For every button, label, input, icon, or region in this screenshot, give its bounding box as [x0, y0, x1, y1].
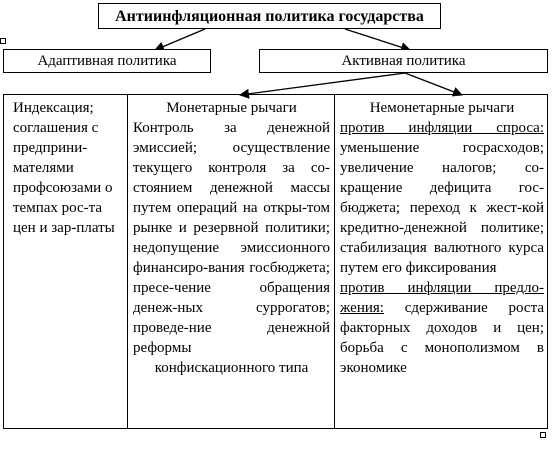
supply-inflation-label: против инфляции предло-жения: [340, 280, 544, 316]
arrow-to-active [345, 29, 410, 50]
active-policy-box: Активная политика [259, 49, 548, 73]
diagram-title: Антиинфляционная политика государства [98, 3, 441, 29]
indexation-cell [3, 94, 127, 429]
corner-handle-icon [540, 432, 546, 438]
adaptive-policy-box: Адаптивная политика [3, 49, 211, 73]
demand-inflation-label: против инфляции спроса: [340, 120, 544, 136]
arrow-to-adaptive [155, 29, 205, 50]
indexation-text: Индексация; соглашения с предприни-мателями профсоюзами о темпах рос-та цен и зар-платы [13, 100, 115, 236]
nonmonetary-levers-heading: Немонетарные рычаги [369, 100, 515, 116]
monetary-levers-text: Контроль за денежной эмиссией; осуществление текущего контроля за со-стоянием денежной массы путем операций на откры-том рынке и резервной политики; недопущение эмиссионного финансиро-вания госбюджета; пресе-чение обращения денеж-ных суррогатов; проведе-ние денежной реформы [133, 120, 330, 356]
corner-handle-icon [0, 38, 6, 44]
demand-inflation-text: уменьшение госрасходов; увеличение налогов; со-кращение дефицита гос-бюджета; переход к жест-кой кредитно-денежной политике; стабилизация валютного курса путем его фиксирования [340, 140, 544, 276]
nonmonetary-levers-cell [334, 94, 548, 429]
monetary-levers-cell [127, 94, 334, 429]
supply-inflation-text: сдерживание роста факторных доходов и цен; борьба с монополизмом в экономике [340, 300, 544, 376]
arrow-to-monetary [240, 73, 405, 95]
monetary-levers-last-line: конфискационного типа [154, 360, 309, 376]
arrow-to-nonmonetary [405, 73, 462, 95]
monetary-levers-heading: Монетарные рычаги [166, 100, 297, 116]
